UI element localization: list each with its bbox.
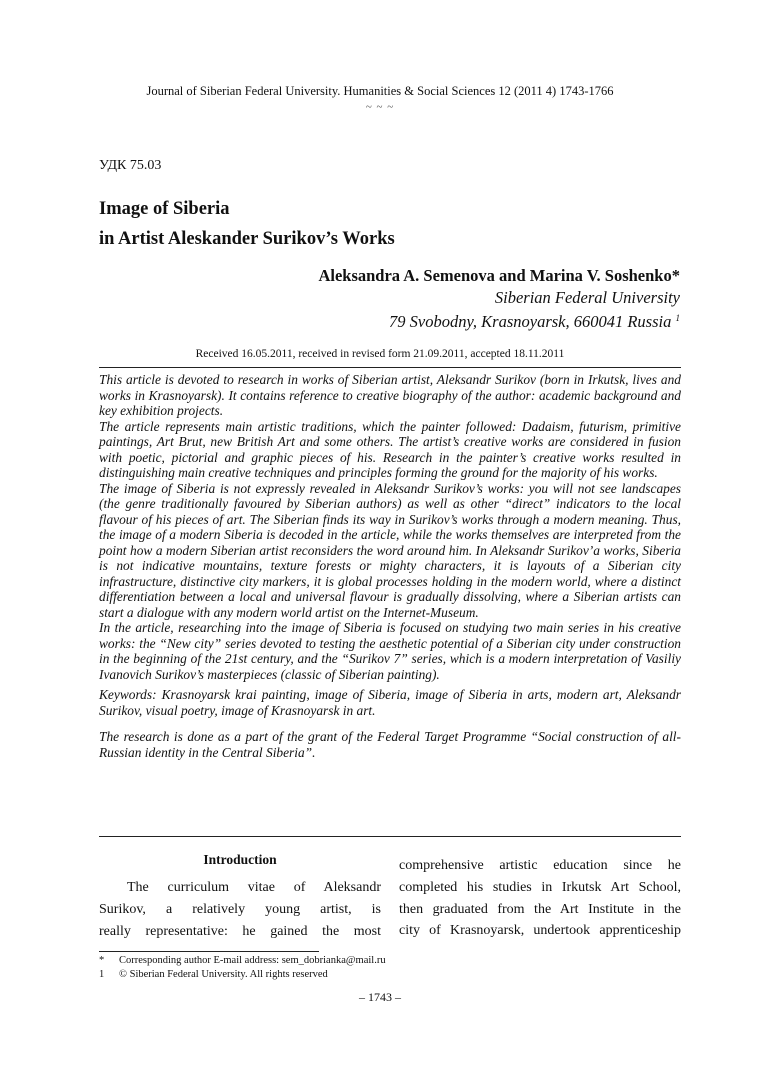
author-names: Aleksandra A. Semenova and Marina V. Soshenko* [318, 266, 680, 285]
body-line: completed his studies in Irkutsk Art School, [399, 879, 681, 895]
footnote-2 [99, 968, 328, 982]
body-line: Surikov, a relatively young artist, is [99, 901, 381, 917]
abstract-paragraph-2: The article represents main artistic traditions, which the painter followed: Dadaism, futurism, primitive paintings, Art Brut, new British Art and some others. The artist’s creative works are considered in fusion with poetic, pictorial and graphic pieces of his. Research in the painter’s creative works resulted in distinguishing main creative techniques and principles forming the ground for the majority of his works. [99, 418, 681, 480]
body-line: really representative: he gained the most [99, 923, 381, 939]
page-number: – 1743 – [359, 990, 401, 1004]
body-line: The curriculum vitae of Aleksandr [127, 880, 381, 895]
title-line-2: in Artist Aleskander Surikov’s Works [99, 229, 395, 249]
footnote-1 [99, 954, 386, 968]
abstract-paragraph-3: The image of Siberia is not expressly revealed in Aleksandr Surikov’s works: you will not see landscapes (the genre traditionally favoured by Siberian authors) as well as other “direct” indicators to the local flavour of his pieces of art. The Siberian finds its way in Surikov’s works through a modern meaning. Thus, the image of a modern Siberia is decoded in the article, while the works themselves are interpreted from the point how a modern Siberian artist reconsiders the word around him. In Aleksandr Surikov’a works, Siberia is not indicative mountains, texture forests or mighty characters, it is layouts of a Siberian city infrastructure, distinctive city markers, it is global processes holding in the modern world, where a distinct differentiation between a local and universal flavour is gradually dissolving, where a Siberian artists can start a dialogue with any modern world artist on the Internet-Museum. [99, 480, 681, 620]
author-affiliation: Siberian Federal University [494, 287, 680, 307]
address-text: 79 Svobodny, Krasnoyarsk, 660041 Russia [389, 312, 672, 331]
author-address [318, 308, 680, 333]
address-note-mark: 1 [675, 313, 680, 323]
udk-code: УДК 75.03 [99, 158, 162, 173]
abstract-paragraph-4: In the article, researching into the image of Siberia is focused on studying two main series in his creative works: the “New city” series devoted to testing the aesthetic potential of a Siberian city under construction in the beginning of the 21st century, and the “Surikov 7” series, which is a modern interpretation of Vasiliy Ivanovich Surikov’s masterpieces (classic of Siberian painting). [99, 620, 681, 682]
abstract-paragraph-1: This article is devoted to research in works of Siberian artist, Aleksandr Surikov (born in Irkutsk, lives and works in Krasnoyarsk). It contains reference to creative biography of the author: academic background and key exhibition projects. [99, 372, 681, 418]
body-line: then graduated from the Art Institute in the [399, 901, 681, 917]
introduction-heading: Introduction [203, 852, 277, 867]
footnote-rule [99, 951, 319, 952]
abstract-bottom-rule [99, 836, 681, 837]
footnote-mark: 1 [99, 969, 105, 980]
journal-header: Journal of Siberian Federal University. Humanities & Social Sciences 12 (2011 4) 1743-1766 [146, 84, 614, 98]
keywords: Keywords: Krasnoyarsk krai painting, image of Siberia, image of Siberia in arts, modern art, Aleksandr Surikov, visual poetry, image of Krasnoyarsk in art. [99, 687, 681, 718]
abstract-top-rule [99, 367, 681, 368]
author-block [318, 265, 680, 333]
grant-note: The research is done as a part of the grant of the Federal Target Programme “Social construction of all-Russian identity in the Central Siberia”. [99, 729, 681, 760]
article-title [99, 194, 395, 254]
body-line: city of Krasnoyarsk, undertook apprenticeship [399, 923, 681, 939]
body-column-right [399, 855, 681, 942]
header-ornament: ~ ~ ~ [365, 101, 395, 113]
body-column-left [99, 877, 381, 942]
footnote-mark: * [99, 955, 105, 966]
body-line: comprehensive artistic education since he [399, 858, 681, 873]
received-dates: Received 16.05.2011, received in revised form 21.09.2011, accepted 18.11.2011 [195, 348, 565, 360]
title-line-1: Image of Siberia [99, 199, 230, 219]
footnote-text: Corresponding author E-mail address: sem_dobrianka@mail.ru [119, 955, 386, 966]
footnote-text: © Siberian Federal University. All rights reserved [119, 969, 328, 980]
abstract [99, 372, 681, 760]
